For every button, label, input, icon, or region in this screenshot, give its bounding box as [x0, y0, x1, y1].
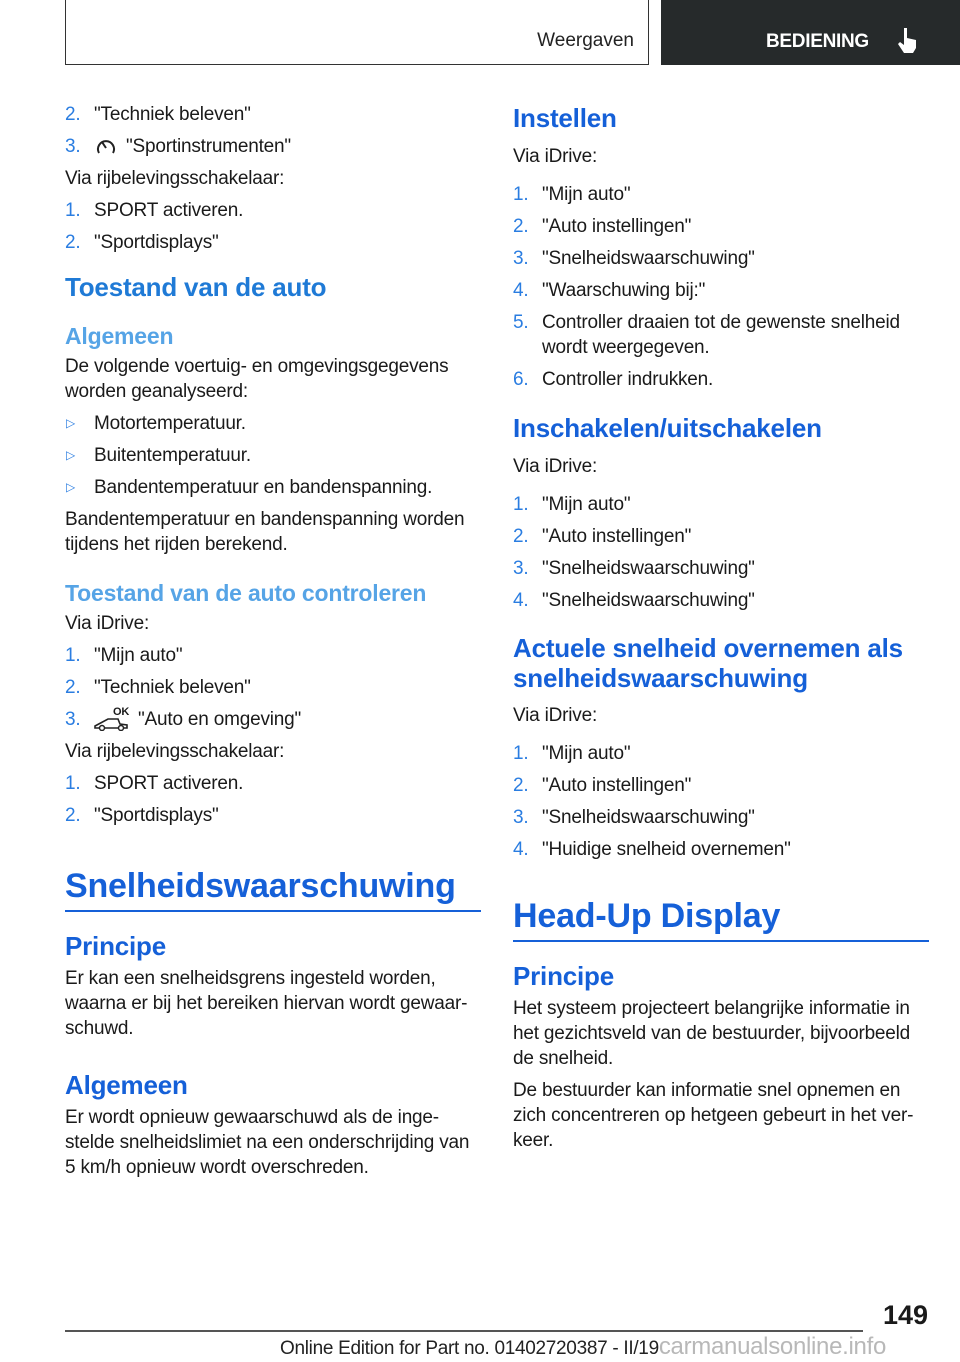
via-text: Via iDrive:	[513, 456, 598, 477]
list-item: 1. SPORT activeren.	[65, 773, 244, 794]
via-text: Via iDrive:	[513, 146, 598, 167]
via-text: Via rijbelevingsschakelaar:	[65, 741, 285, 762]
header-tab-label: BEDIENING	[766, 31, 869, 52]
list-item: 2. "Sportdisplays"	[65, 805, 219, 826]
list-item: 4. "Snelheidswaarschuwing"	[513, 590, 755, 611]
list-item: 2. "Techniek beleven"	[65, 677, 251, 698]
via-text: Via iDrive:	[513, 705, 598, 726]
list-item: 1. "Mijn auto"	[513, 184, 631, 205]
footer-text: Online Edition for Part no. 01402720387 - II/19carmanualsonline.info	[280, 1333, 887, 1360]
header-section: Weergaven	[537, 30, 634, 51]
hand-pointer-icon	[897, 26, 919, 54]
list-item: 3. "Snelheidswaarschuwing"	[513, 807, 755, 828]
list-item: 2. "Techniek beleven"	[65, 104, 251, 125]
paragraph: De bestuurder kan informatie snel opnemen en zich concentreren op hetgeen gebeurt in het verkeer.	[513, 1080, 914, 1151]
list-item: 1. SPORT activeren.	[65, 200, 244, 221]
header-section-box	[65, 0, 649, 65]
list-item: 2. "Sportdisplays"	[65, 232, 219, 253]
bullet-item: ▷ Motortemperatuur.	[66, 413, 246, 434]
heading: Principe	[513, 961, 614, 991]
via-text: Via rijbelevingsschakelaar:	[65, 168, 285, 189]
header-tab	[661, 0, 960, 65]
paragraph: Er wordt opnieuw gewaarschuwd als de ingestelde snelheidslimiet na een onderschrijding van 5 km/h opnieuw wordt overschreden.	[65, 1107, 470, 1178]
paragraph: Het systeem projecteert belangrijke informatie in het gezichtsveld van de bestuurder, bijvoorbeeld de snelheid.	[513, 998, 911, 1069]
left-column	[65, 102, 481, 1187]
heading: Toestand van de auto	[65, 272, 327, 302]
chapter-heading: Head-Up Display	[513, 896, 929, 942]
subheading: Algemeen	[65, 323, 174, 349]
right-column	[513, 102, 929, 1160]
paragraph: Er kan een snelheidsgrens ingesteld worden, waarna er bij het bereiken hiervan wordt gewaarschuwd.	[65, 968, 468, 1039]
subheading: Toestand van de auto controleren	[65, 580, 427, 606]
heading: Algemeen	[65, 1070, 188, 1100]
gauge-icon	[94, 137, 118, 157]
paragraph: Bandentemperatuur en bandenspanning worden tijdens het rijden berekend.	[65, 509, 465, 555]
list-item: 3. "Snelheidswaarschuwing"	[513, 558, 755, 579]
list-item: 3. "Snelheidswaarschuwing"	[513, 248, 755, 269]
triangle-bullet-icon: ▷	[66, 416, 76, 430]
via-text: Via iDrive:	[65, 613, 150, 634]
heading: Actuele snelheid overnemen als snelheidswaarschuwing	[513, 633, 903, 693]
car-ok-icon: OK	[94, 709, 130, 731]
list-item: 2. "Auto instellingen"	[513, 775, 692, 796]
heading: Inschakelen/uitschakelen	[513, 413, 822, 443]
footer-divider	[65, 1330, 863, 1332]
heading: Instellen	[513, 103, 617, 133]
list-item: 1. "Mijn auto"	[513, 494, 631, 515]
list-item: 1. "Mijn auto"	[65, 645, 183, 666]
list-item: 5. Controller draaien tot de gewenste snelheid wordt weergegeven.	[513, 312, 900, 358]
list-item: 2. "Auto instellingen"	[513, 216, 692, 237]
list-item: 4. "Waarschuwing bij:"	[513, 280, 706, 301]
list-item: 1. "Mijn auto"	[513, 743, 631, 764]
list-item: 3. OK "Auto en omgeving"	[65, 705, 302, 730]
chapter-heading: Snelheidswaarschuwing	[65, 866, 481, 912]
bullet-item: ▷ Bandentemperatuur en bandenspanning.	[66, 477, 433, 498]
list-item: 2. "Auto instellingen"	[513, 526, 692, 547]
list-item: 3. "Sportinstrumenten"	[65, 136, 291, 157]
triangle-bullet-icon: ▷	[66, 448, 76, 462]
paragraph: De volgende voertuig- en omgevingsgegevens worden geanalyseerd:	[65, 356, 449, 402]
list-item: 4. "Huidige snelheid overnemen"	[513, 839, 791, 860]
watermark: carmanualsonline.info	[658, 1333, 887, 1360]
page-number: 149	[882, 1300, 928, 1330]
triangle-bullet-icon: ▷	[66, 480, 76, 494]
heading: Principe	[65, 931, 166, 961]
list-item: 6. Controller indrukken.	[513, 369, 714, 390]
bullet-item: ▷ Buitentemperatuur.	[66, 445, 251, 466]
